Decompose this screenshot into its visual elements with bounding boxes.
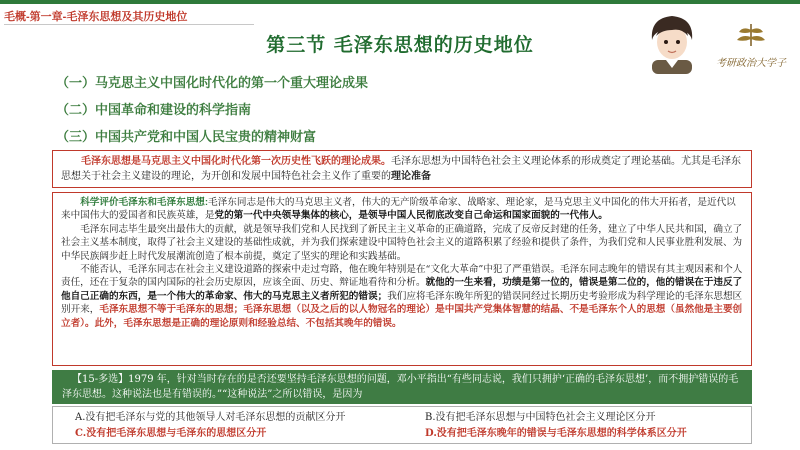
brand-logo-text: 考研政治大学子 (716, 58, 786, 69)
evaluation-paragraph-1 (61, 196, 743, 223)
evaluation-box (52, 192, 752, 366)
summary-key-statement: 毛泽东思想是马克思主义中国化时代化第一次历史性飞跃的理论成果。 (81, 156, 391, 167)
evaluation-paragraph-3 (61, 263, 743, 330)
quiz-question: 【15-多选】1979 年，针对当时存在的是否还要坚持毛泽东思想的问题，邓小平指出“有些同志说，我们只拥护‘正确的毛泽东思想’，而不拥护错误的毛泽东思想。这种说法也是有错误的。”“这种说法”之所以错误，是因为 (52, 370, 752, 404)
evaluation-bold-3: 就他的一生来看，功绩是第一位的，错误是第二位的，他的错误在于违反了他自己正确的东西，是一个伟大的革命家、伟大的马克思主义者所犯的错误； (61, 277, 743, 302)
quiz-options (52, 406, 752, 444)
summary-box (52, 150, 752, 188)
evaluation-paragraph-2: 毛泽东同志毕生最突出最伟大的贡献，就是领导我们党和人民找到了新民主主义革命的正确道路，完成了反帝反封建的任务，建立了中华人民共和国，确立了社会主义基本制度，取得了社会主义建设的基础性成就，并为我们探索建设中国特色社会主义的道路积累了经验和提供了条件，为我们党和人民事业胜利发展、为中华民族阔步赶上时代发展潮流创造了根本前提，奠定了坚实的理论和实践基础。 (61, 223, 743, 262)
laurel-icon (731, 22, 771, 48)
evaluation-text-3b: 我们应将毛泽东晚年所犯的错误同经过长期历史考验形成为科学理论的毛泽东思想区别开来， (61, 290, 743, 316)
subheading-3: （三）中国共产党和中国人民宝贵的精神财富 (56, 129, 317, 144)
option-b[interactable]: B.没有把毛泽东思想与中国特色社会主义理论区分开 (425, 412, 656, 423)
option-c[interactable]: C.没有把毛泽东思想与毛泽东的思想区分开 (75, 428, 267, 439)
breadcrumb: 毛概-第一章-毛泽东思想及其历史地位 (4, 11, 188, 23)
subheading-2: （二）中国革命和建设的科学指南 (56, 102, 252, 117)
page-title: 第三节 毛泽东思想的历史地位 (266, 34, 534, 56)
option-a[interactable]: A.没有把毛泽东与党的其他领导人对毛泽东思想的贡献区分开 (75, 412, 346, 423)
evaluation-red-3: 毛泽东思想不等于毛泽东的思想；毛泽东思想（以及之后的以人物冠名的理论）是中国共产党集体智慧的结晶、不是毛泽东个人的思想（虽然他是主要创立者）。此外，毛泽东思想是正确的理论原则和经验总结、不包括其晚年的错误。 (61, 304, 743, 329)
summary-body: 毛泽东思想为中国特色社会主义理论体系的形成奠定了理论基础。尤其是毛泽东思想关于社会主义建设的理论，为开创和发展中国特色社会主义作了重要的 (61, 156, 741, 182)
subheading-1: （一）马克思主义中国化时代化的第一个重大理论成果 (56, 75, 369, 90)
evaluation-heading: 科学评价毛泽东和毛泽东思想: (80, 197, 209, 208)
evaluation-text-3a: 不能否认，毛泽东同志在社会主义建设道路的探索中走过弯路，他在晚年特别是在“文化大革命”中犯了严重错误。毛泽东同志晚年的错误有其主观因素和个人责任，还在于复杂的国内国际的社会历史原因，应该全面、历史、辩证地看待和分析。 (61, 264, 743, 289)
option-d[interactable]: D.没有把毛泽东晚年的错误与毛泽东思想的科学体系区分开 (425, 428, 687, 439)
brand-logo (712, 22, 790, 68)
top-stripe (0, 0, 800, 4)
evaluation-text-1: 毛泽东同志是伟大的马克思主义者，伟大的无产阶级革命家、战略家、理论家，是马克思主义中国化的伟大开拓者，是近代以来中国伟大的爱国者和民族英雄，是 (61, 197, 736, 222)
evaluation-bold-1: 党的第一代中央领导集体的核心，是领导中国人民彻底改变自己命运和国家面貌的一代伟人。 (214, 210, 608, 222)
breadcrumb-divider (4, 24, 254, 25)
teacher-avatar (642, 10, 702, 74)
summary-emphasis: 理论准备 (391, 171, 431, 182)
